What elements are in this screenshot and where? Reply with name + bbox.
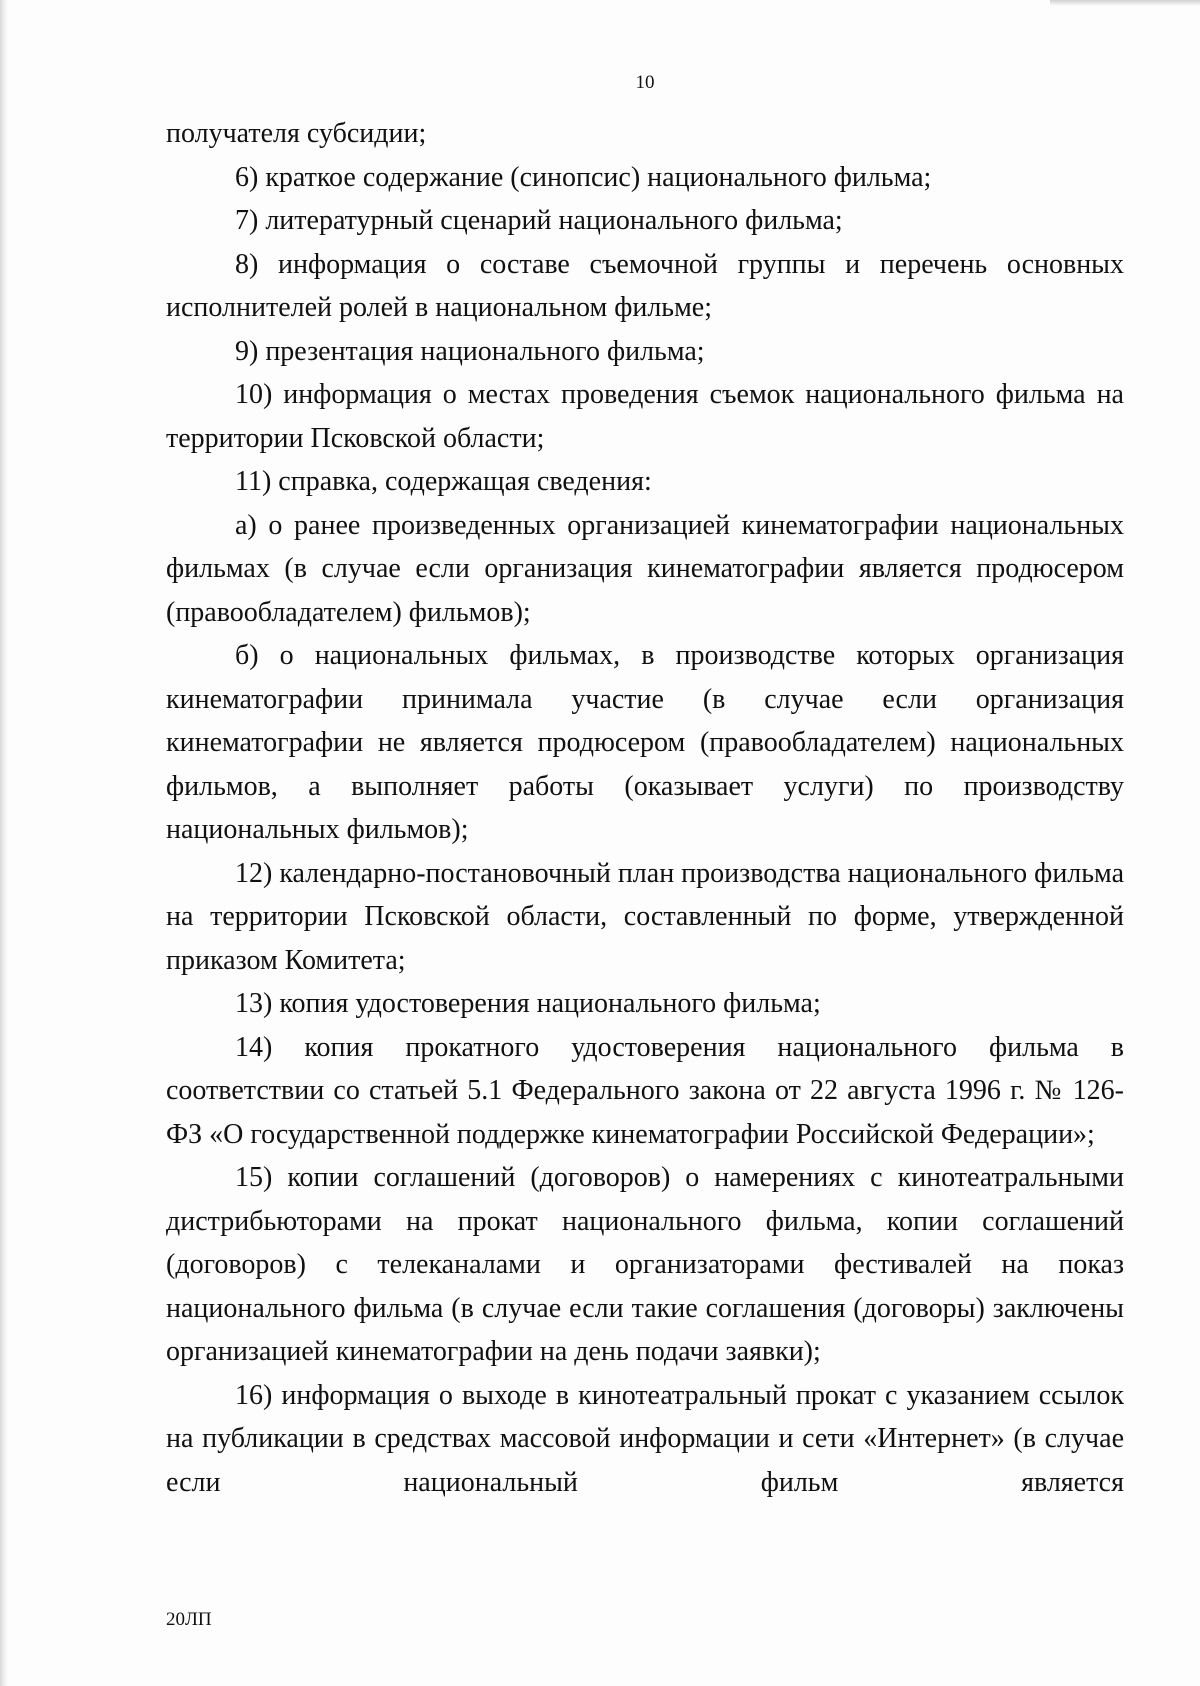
document-code: 20ЛП xyxy=(166,1609,212,1630)
list-item-14: 14) копия прокатного удостоверения национального фильма в соответствии со статьей 5.1 Федерального закона от 22 августа 1996 г. № 126-ФЗ «О государственной поддержке кинематографии Российской Федерации»; xyxy=(166,1031,1124,1150)
list-item-7: 7) литературный сценарий национального фильма; xyxy=(235,205,843,236)
document-body xyxy=(166,112,1124,1504)
list-item-8: 8) информация о составе съемочной группы и перечень основных исполнителей ролей в национальном фильме; xyxy=(166,248,1124,323)
list-item-12: 12) календарно-постановочный план производства национального фильма на территории Псковской области, составленный по форме, утвержденной приказом Комитета; xyxy=(166,857,1124,976)
sub-item-a: а) о ранее произведенных организацией кинематографии национальных фильмах (в случае если организация кинематографии является продюсером (правообладателем) фильмов); xyxy=(166,509,1124,628)
scan-edge-top xyxy=(1050,0,1200,6)
sub-item-b: б) о национальных фильмах, в производстве которых организация кинематографии принимала участие (в случае если организация кинематографии не является продюсером (правообладателем) национальных фильмов, а выполняет работы (оказывает услуги) по производству национальных фильмов); xyxy=(166,640,1124,845)
list-item-6: 6) краткое содержание (синопсис) национального фильма; xyxy=(235,161,932,193)
list-item-9: 9) презентация национального фильма; xyxy=(235,335,705,367)
list-item-13: 13) копия удостоверения национального фильма; xyxy=(235,988,821,1019)
list-item-11: 11) справка, содержащая сведения: xyxy=(235,466,652,497)
scan-edge-left xyxy=(0,0,10,1686)
list-item-10: 10) информация о местах проведения съемок национального фильма на территории Псковской области; xyxy=(166,379,1124,454)
page-number: 10 xyxy=(635,72,655,93)
paragraph-continuation: получателя субсидии; xyxy=(166,118,427,149)
list-item-16: 16) информация о выходе в кинотеатральный прокат с указанием ссылок на публикации в средствах массовой информации и сети «Интернет» (в случае если национальный фильм является xyxy=(166,1379,1124,1498)
list-item-15: 15) копии соглашений (договоров) о намерениях с кинотеатральными дистрибьюторами на прокат национального фильма, копии соглашений (договоров) с телеканалами и организаторами фестивалей на показ национального фильма (в случае если такие соглашения (договоры) заключены организацией кинематографии на день подачи заявки); xyxy=(166,1162,1124,1367)
